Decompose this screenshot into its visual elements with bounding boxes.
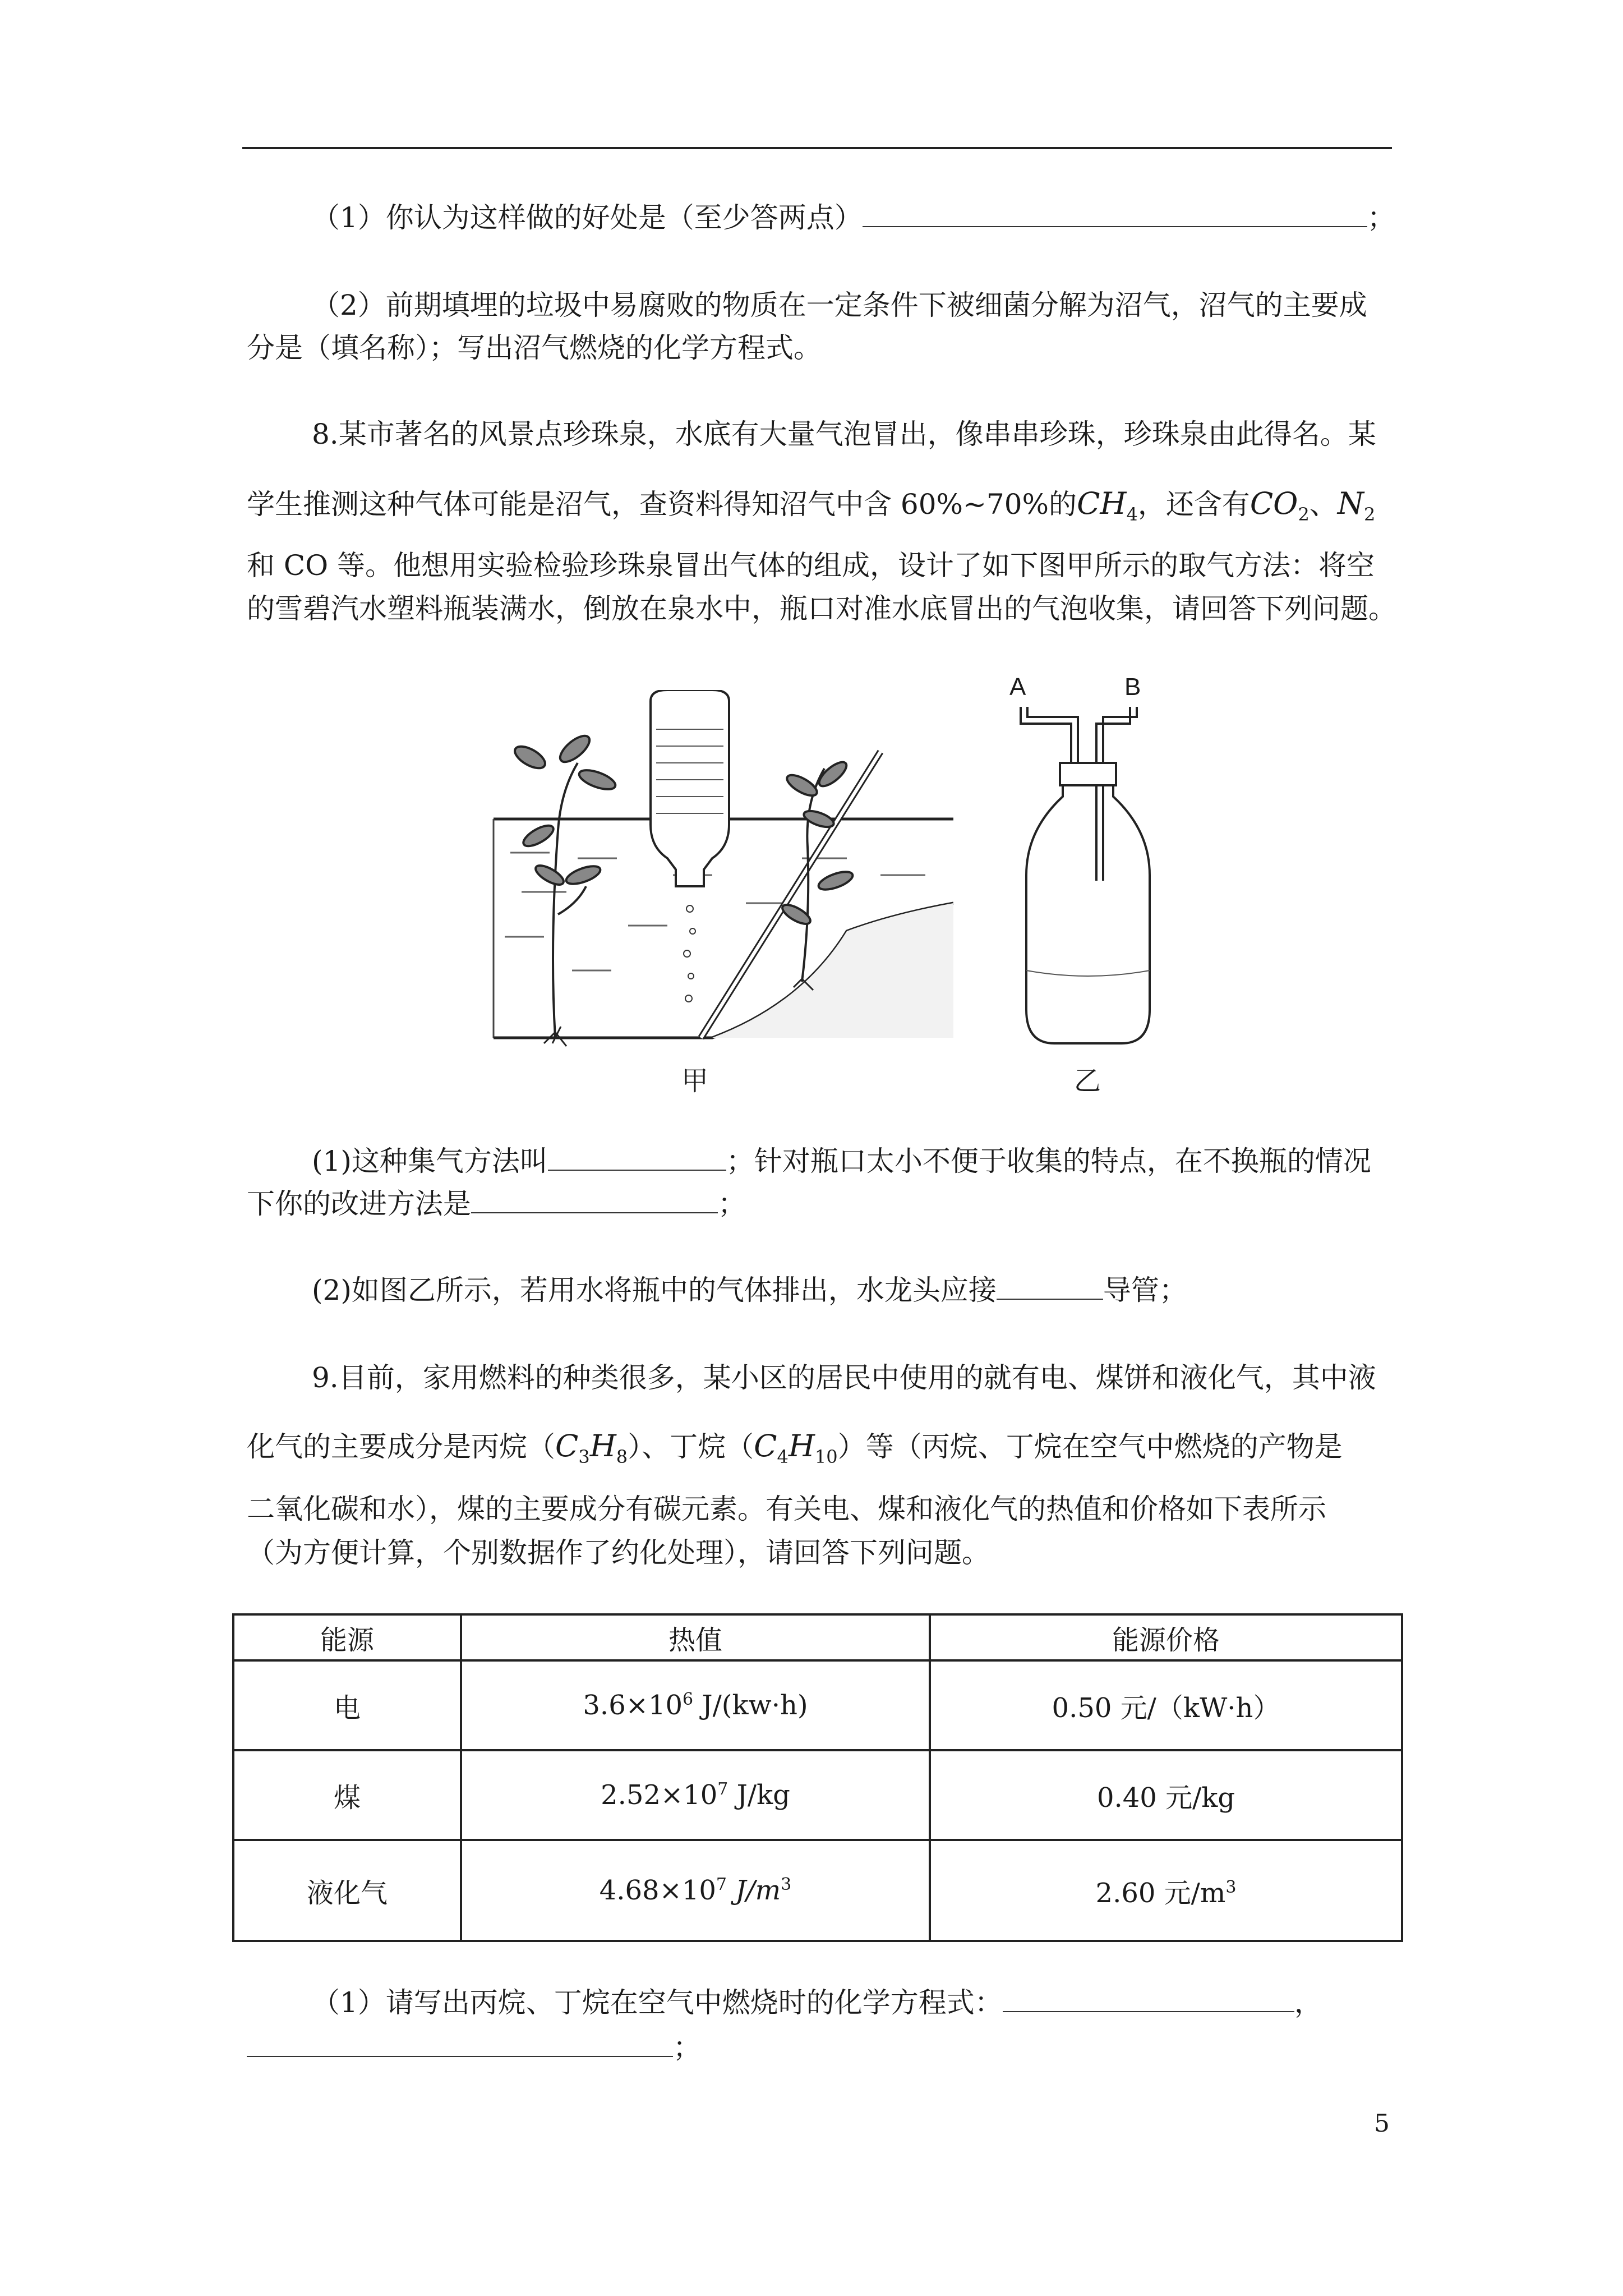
header-rule (242, 147, 1392, 149)
table-cell: 0.40 元/kg (930, 1750, 1402, 1840)
table-cell: 0.50 元/（kW·h） (930, 1660, 1402, 1750)
table-header: 能源 (233, 1614, 461, 1660)
answer-blank[interactable] (548, 1145, 726, 1171)
q9-line2: 化气的主要成分是丙烷$(C_3H_8)$、丁烷$(C_4H_{10})$等（丙烷、丁烷在空气中燃烧的产物是 (247, 1428, 1343, 1467)
figure-yi-label: 乙 (1074, 1065, 1101, 1097)
q8-line1: 8.某市著名的风景点珍珠泉，水底有大量气泡冒出，像串串珍珠，珍珠泉由此得名。某 (312, 418, 1376, 450)
answer-blank[interactable] (863, 201, 1367, 227)
q9-line1: 9.目前，家用燃料的种类很多，某小区的居民中使用的就有电、煤饼和液化气，其中液 (312, 1361, 1376, 1394)
answer-blank[interactable] (247, 2031, 673, 2057)
table-cell: 液化气 (233, 1840, 461, 1941)
table-header: 热值 (461, 1614, 930, 1660)
formula-n2: $N_2$ (1337, 486, 1376, 525)
tube-a-label: A (1009, 673, 1026, 701)
formula-ch4: $CH_4$ (1077, 486, 1138, 525)
formula-c3h8: $C_3H_8$ (555, 1428, 628, 1467)
q8-line4: 的雪碧汽水塑料瓶装满水，倒放在泉水中，瓶口对准水底冒出的气泡收集，请回答下列问题。 (247, 592, 1396, 625)
q7-part1: （1）你认为这样做的好处是（至少答两点） ； (312, 201, 1395, 234)
table-cell: 煤 (233, 1750, 461, 1840)
q8-sub1-line1: (1)这种集气方法叫 ；针对瓶口太小不便于收集的特点，在不换瓶的情况 (312, 1145, 1371, 1177)
table-cell: $3.6\times 10^6$ J/(kw·h) (461, 1660, 930, 1750)
formula-co2: $CO_2$ (1249, 486, 1310, 525)
figure-jia-label: 甲 (681, 1065, 709, 1097)
table-cell: 2.60 元$/m^3$ (930, 1840, 1402, 1941)
table-cell: $4.68\times 10^7$ $J/m^3$ (461, 1840, 930, 1941)
q9-sub1-line2: ； (247, 2031, 701, 2064)
table-header: 能源价格 (930, 1614, 1402, 1660)
table-row (233, 1840, 1402, 1941)
q8-sub2: (2)如图乙所示，若用水将瓶中的气体排出，水龙头应接 导管； (312, 1274, 1187, 1306)
answer-blank[interactable] (471, 1188, 718, 1213)
figure-yi-gas-bottle (1004, 707, 1172, 1055)
table-row (233, 1660, 1402, 1750)
answer-blank[interactable] (1003, 1986, 1294, 2012)
table-row (233, 1750, 1402, 1840)
q8-line3: 和 CO 等。他想用实验检验珍珠泉冒出气体的组成，设计了如下图甲所示的取气方法：将空 (247, 549, 1375, 582)
energy-price-table (232, 1613, 1403, 1942)
formula-c4h10: $C_4H_{10}$ (754, 1428, 838, 1467)
q9-sub1-line1: （1）请写出丙烷、丁烷在空气中燃烧时的化学方程式： ， (312, 1986, 1322, 2019)
q9-line4: （为方便计算，个别数据作了约化处理），请回答下列问题。 (247, 1536, 990, 1569)
q8-line2: 学生推测这种气体可能是沼气，查资料得知沼气中含 60%~70%的$CH_4$，还含有$CO_2$、$N_2$ (247, 486, 1376, 525)
table-cell: 电 (233, 1660, 461, 1750)
answer-blank[interactable] (997, 1274, 1103, 1300)
table-cell: $2.52\times 10^7$ J/kg (461, 1750, 930, 1840)
q7-part2-line2: 分是（填名称）；写出沼气燃烧的化学方程式。 (247, 332, 822, 364)
page-number: 5 (1374, 2109, 1390, 2138)
q8-sub1-line2: 下你的改进方法是 ； (247, 1188, 746, 1220)
table-header-row (233, 1614, 1402, 1660)
figure-jia-spring-collection (488, 690, 959, 1049)
tube-b-label: B (1124, 673, 1141, 701)
q9-line3: 二氧化碳和水），煤的主要成分有碳元素。有关电、煤和液化气的热值和价格如下表所示 (247, 1493, 1326, 1525)
q7-part2-line1: （2）前期填埋的垃圾中易腐败的物质在一定条件下被细菌分解为沼气，沼气的主要成 (312, 289, 1367, 321)
